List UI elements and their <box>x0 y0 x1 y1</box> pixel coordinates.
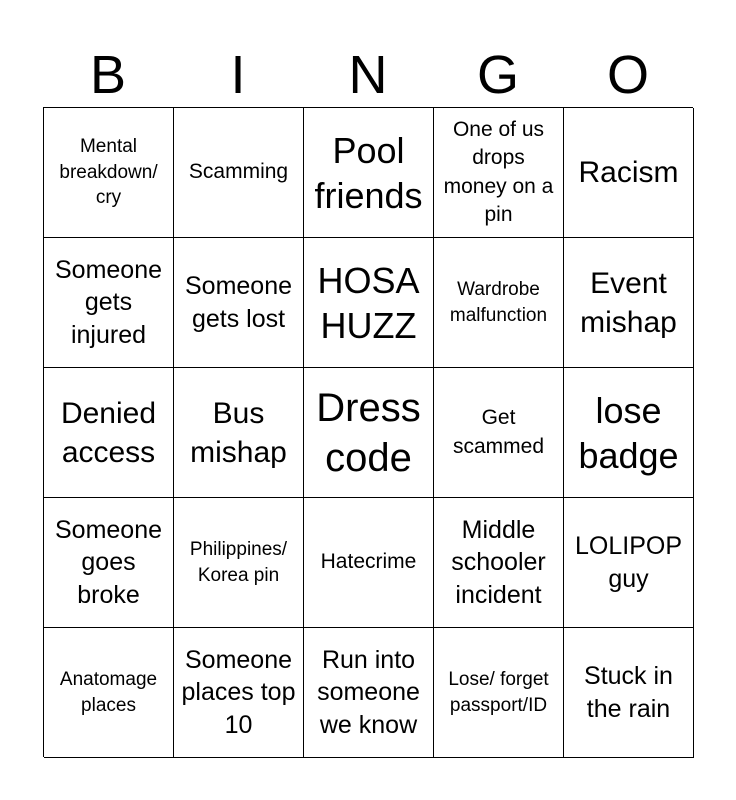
cell-text: Someone places top 10 <box>181 645 296 739</box>
bingo-cell[interactable] <box>174 628 304 758</box>
cell-text: Bus mishap <box>190 396 287 469</box>
cell-text: Someone gets lost <box>184 272 293 333</box>
cell-text: Get scammed <box>452 406 545 458</box>
cell-text: Philippines/ Korea pin <box>189 538 288 586</box>
bingo-cell[interactable] <box>434 498 564 628</box>
bingo-cell[interactable] <box>434 108 564 238</box>
cell-text: Denied access <box>60 396 157 469</box>
cell-text: LOLIPOP guy <box>575 532 682 593</box>
bingo-cell[interactable] <box>564 368 694 498</box>
bingo-header <box>43 44 693 106</box>
header-letter-b: B <box>89 45 127 105</box>
bingo-cell[interactable] <box>304 108 434 238</box>
bingo-cell[interactable] <box>44 108 174 238</box>
cell-text: Mental breakdown/ cry <box>59 136 158 209</box>
bingo-cell[interactable] <box>434 628 564 758</box>
header-letter-g: G <box>476 45 519 105</box>
bingo-cell[interactable] <box>44 498 174 628</box>
bingo-cell[interactable] <box>434 368 564 498</box>
cell-text: lose badge <box>578 389 679 476</box>
cell-text: HOSA HUZZ <box>317 259 420 346</box>
cell-text: Run into someone we know <box>317 645 420 739</box>
cell-text: One of us drops money on a pin <box>443 117 554 226</box>
bingo-cell[interactable] <box>564 108 694 238</box>
cell-text: Lose/ forget passport/ID <box>448 668 549 716</box>
bingo-cell[interactable] <box>174 498 304 628</box>
header-letter-o: O <box>606 45 649 105</box>
cell-text: Someone gets injured <box>54 255 163 349</box>
cell-text: Event mishap <box>580 266 677 339</box>
cell-text: Stuck in the rain <box>584 662 673 723</box>
bingo-cell[interactable] <box>434 238 564 368</box>
bingo-cell[interactable] <box>174 238 304 368</box>
bingo-cell[interactable] <box>564 498 694 628</box>
bingo-cell[interactable] <box>44 238 174 368</box>
cell-text: Someone goes broke <box>54 515 163 609</box>
cell-text: Racism <box>578 156 679 189</box>
header-letter-i: I <box>230 45 246 105</box>
bingo-cell[interactable] <box>174 368 304 498</box>
cell-text: Hatecrime <box>320 550 417 574</box>
bingo-cell[interactable] <box>44 368 174 498</box>
bingo-cell[interactable] <box>304 628 434 758</box>
cell-text: Anatomage places <box>59 668 158 716</box>
bingo-cell[interactable] <box>44 628 174 758</box>
header-letter-n: N <box>348 45 388 105</box>
cell-text: Middle schooler incident <box>451 515 546 609</box>
cell-text: Dress code <box>316 385 421 480</box>
bingo-cell[interactable] <box>304 238 434 368</box>
cell-text: Scamming <box>188 160 289 184</box>
bingo-cell[interactable] <box>304 498 434 628</box>
cell-text: Pool friends <box>314 129 423 216</box>
bingo-grid <box>43 107 693 757</box>
bingo-cell[interactable] <box>564 238 694 368</box>
bingo-cell[interactable] <box>564 628 694 758</box>
bingo-cell[interactable] <box>174 108 304 238</box>
cell-text: Wardrobe malfunction <box>449 278 548 326</box>
bingo-cell[interactable] <box>304 368 434 498</box>
